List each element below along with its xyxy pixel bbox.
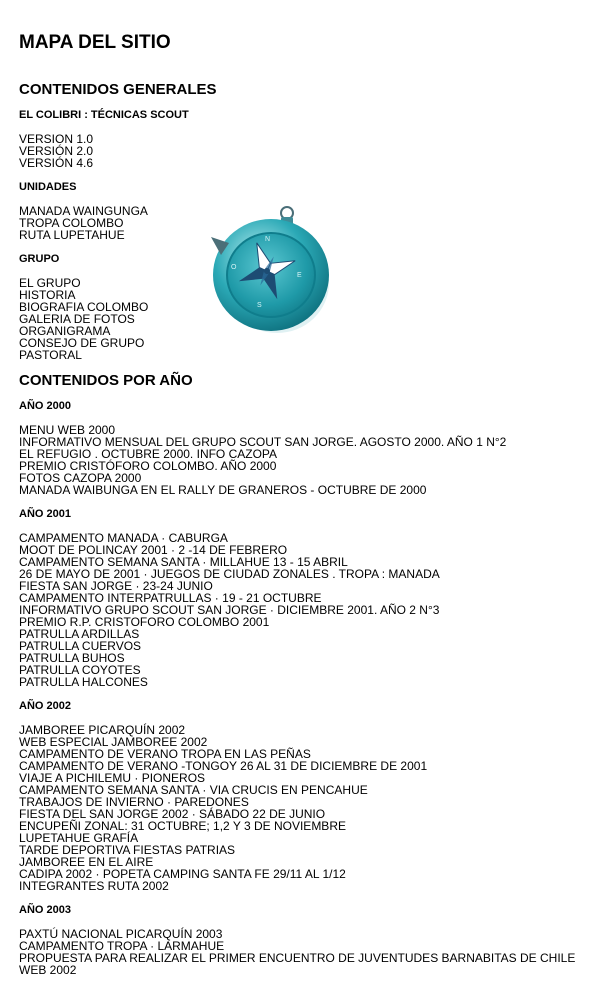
site-map-link[interactable]: VERSIÓN 4.6 — [19, 156, 94, 170]
year-2002-link-list — [19, 724, 427, 892]
site-map-link[interactable]: VERSION 1.0 — [19, 132, 94, 146]
site-map-link[interactable]: HISTORIA — [19, 288, 76, 302]
site-map-link[interactable]: PAXTÚ NACIONAL PICARQUÍN 2003 — [19, 927, 223, 941]
site-map-link[interactable]: ORGANIGRAMA — [19, 324, 111, 338]
site-map-link[interactable]: PATRULLA BUHOS — [19, 651, 125, 665]
year-2003-link-list — [19, 928, 575, 976]
site-map-link[interactable]: FOTOS CAZOPA 2000 — [19, 471, 142, 485]
site-map-link[interactable]: JAMBOREE EN EL AIRE — [19, 855, 154, 869]
site-map-link[interactable]: CAMPAMENTO INTERPATRULLAS · 19 - 21 OCTUBRE — [19, 591, 322, 605]
compass-icon — [207, 203, 335, 337]
section-title-por-anio: CONTENIDOS POR AÑO — [19, 372, 193, 389]
site-map-link[interactable]: PASTORAL — [19, 348, 82, 362]
subsection-title-grupo: GRUPO — [19, 253, 60, 265]
site-map-link[interactable]: PROPUESTA PARA REALIZAR EL PRIMER ENCUENTRO DE JUVENTUDES BARNABITAS DE CHILE — [19, 951, 576, 965]
year-2000-link-list — [19, 424, 506, 496]
site-map-link[interactable]: ENCUPEÑI ZONAL: 31 OCTUBRE; 1,2 Y 3 DE NOVIEMBRE — [19, 819, 346, 833]
site-map-link[interactable]: MANADA WAINGUNGA — [19, 204, 148, 218]
site-map-link[interactable]: WEB 2002 — [19, 963, 77, 977]
compass-illustration — [207, 203, 335, 337]
section-title-generales: CONTENIDOS GENERALES — [19, 81, 217, 98]
unidades-link-list — [19, 205, 148, 241]
year-title-2003: AÑO 2003 — [19, 904, 71, 916]
compass-letter-e: E — [297, 272, 302, 279]
site-map-link[interactable]: PATRULLA CUERVOS — [19, 639, 142, 653]
site-map-link[interactable]: INFORMATIVO GRUPO SCOUT SAN JORGE · DICIEMBRE 2001. AÑO 2 N°3 — [19, 603, 440, 617]
site-map-link[interactable]: 26 DE MAYO DE 2001 · JUEGOS DE CIUDAD ZONALES . TROPA : MANADA — [19, 567, 440, 581]
site-map-link[interactable]: PATRULLA HALCONES — [19, 675, 148, 689]
site-map-link[interactable]: CAMPAMENTO DE VERANO -TONGOY 26 AL 31 DE DICIEMBRE DE 2001 — [19, 759, 428, 773]
compass-letter-s: S — [257, 302, 262, 309]
site-map-link[interactable]: CAMPAMENTO SEMANA SANTA · MILLAHUE 13 - 15 ABRIL — [19, 555, 348, 569]
page-title: MAPA DEL SITIO — [19, 32, 171, 53]
site-map-link[interactable]: RUTA LUPETAHUE — [19, 228, 125, 242]
site-map-link[interactable]: VERSIÓN 2.0 — [19, 144, 94, 158]
compass-letter-o: O — [231, 264, 237, 271]
site-map-link[interactable]: GALERIA DE FOTOS — [19, 312, 135, 326]
site-map-link[interactable]: CAMPAMENTO TROPA · LARMAHUE — [19, 939, 225, 953]
site-map-link[interactable]: JAMBOREE PICARQUÍN 2002 — [19, 723, 186, 737]
site-map-link[interactable]: WEB ESPECIAL JAMBOREE 2002 — [19, 735, 208, 749]
site-map-link[interactable]: BIOGRAFIA COLOMBO — [19, 300, 149, 314]
colibri-link-list — [19, 133, 93, 169]
site-map-link[interactable]: INFORMATIVO MENSUAL DEL GRUPO SCOUT SAN JORGE. AGOSTO 2000. AÑO 1 N°2 — [19, 435, 507, 449]
site-map-link[interactable]: TRABAJOS DE INVIERNO · PAREDONES — [19, 795, 249, 809]
site-map-link[interactable]: VIAJE A PICHILEMU · PIONEROS — [19, 771, 206, 785]
site-map-link[interactable]: CAMPAMENTO DE VERANO TROPA EN LAS PEÑAS — [19, 747, 311, 761]
site-map-link[interactable]: PATRULLA ARDILLAS — [19, 627, 140, 641]
site-map-link[interactable]: FIESTA DEL SAN JORGE 2002 · SÁBADO 22 DE JUNIO — [19, 807, 326, 821]
site-map-link[interactable]: CAMPAMENTO MANADA · CABURGA — [19, 531, 228, 545]
site-map-link[interactable]: EL REFUGIO . OCTUBRE 2000. INFO CAZOPA — [19, 447, 278, 461]
site-map-link[interactable]: LUPETAHUE GRAFÍA — [19, 831, 139, 845]
subsection-title-unidades: UNIDADES — [19, 181, 77, 193]
year-title-2002: AÑO 2002 — [19, 700, 71, 712]
site-map-link[interactable]: TROPA COLOMBO — [19, 216, 124, 230]
year-title-2000: AÑO 2000 — [19, 400, 71, 412]
site-map-link[interactable]: TARDE DEPORTIVA FIESTAS PATRIAS — [19, 843, 236, 857]
site-map-link[interactable]: EL GRUPO — [19, 276, 81, 290]
site-map-link[interactable]: MOOT DE POLINCAY 2001 · 2 -14 DE FEBRERO — [19, 543, 288, 557]
grupo-link-list — [19, 277, 148, 361]
site-map-link[interactable]: CAMPAMENTO SEMANA SANTA · VIA CRUCIS EN PENCAHUE — [19, 783, 368, 797]
site-map-link[interactable]: MENU WEB 2000 — [19, 423, 116, 437]
year-2001-link-list — [19, 532, 440, 688]
subsection-title-colibri: EL COLIBRI : TÉCNICAS SCOUT — [19, 109, 189, 121]
site-map-link[interactable]: CADIPA 2002 · POPETA CAMPING SANTA FE 29/11 AL 1/12 — [19, 867, 346, 881]
site-map-link[interactable]: CONSEJO DE GRUPO — [19, 336, 145, 350]
site-map-link[interactable]: FIESTA SAN JORGE · 23-24 JUNIO — [19, 579, 213, 593]
site-map-link[interactable]: PATRULLA COYOTES — [19, 663, 141, 677]
compass-letter-n: N — [265, 236, 271, 243]
site-map-link[interactable]: PREMIO R.P. CRISTOFORO COLOMBO 2001 — [19, 615, 270, 629]
year-title-2001: AÑO 2001 — [19, 508, 71, 520]
site-map-link[interactable]: MANADA WAIBUNGA EN EL RALLY DE GRANEROS - OCTUBRE DE 2000 — [19, 483, 427, 497]
site-map-link[interactable]: PREMIO CRISTÓFORO COLOMBO. AÑO 2000 — [19, 459, 277, 473]
site-map-link[interactable]: INTEGRANTES RUTA 2002 — [19, 879, 169, 893]
